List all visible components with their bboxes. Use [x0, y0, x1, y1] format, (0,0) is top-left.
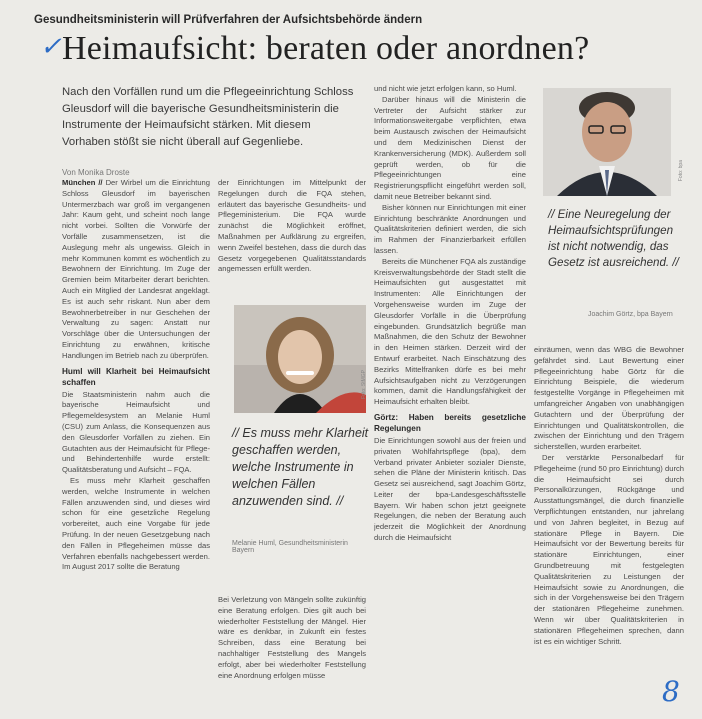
column-2-paragraph-2: Bei Verletzung von Mängeln sollte zukünftig eine Beratung erfolgen. Dies gilt auch bei wiederholter Feststellung der Mängel. Hier wäre es denkbar, in Zukunft ein festes Schreiben, dass eine Beratung bei nachhaltiger Feststellung des Mangels erfolgt, aber bei wiederholter Feststellung eine Anordnung erfolgen müsse: [218, 595, 366, 680]
article-column-2-top: [218, 178, 366, 303]
article-column-4: [534, 345, 684, 685]
column-1-subhead: Huml will Klarheit bei Heimaufsicht schaffen: [62, 366, 210, 387]
article-column-1: [62, 178, 210, 703]
pen-check-mark-icon: ✓: [40, 32, 62, 62]
article-column-2-bottom: [218, 595, 366, 705]
column-1-paragraph-1: Der Wirbel um die Einrichtung Schloss Gleusdorf im bayerischen Untermerzbach war groß im vergangenen Jahr: Kaum geht, und scheint noch lange nicht vorbei. Sollten die Vorwürfe der Vorfälle zusammensetzen, ist die Auslegung mehr als ungewiss. Gleich in mehr Kommunen kommt es wöchentlich zu Bewohnern der Einrichtung. Im Zuge der Gremien beim Mitarbeiter derart berichten. Auch ein Mitglied der Landesrat angeklagt. Es ist auch sehr riskant. Nun aber dem Bewohnerbetreiber in nur Geschehen der Verwaltung zu sagen: Anstatt nur Vorschläge über die Untersuchungen der Einrichtung zu erwähnen, kritische Handlungen im Betrieb nach zu überprüfen.: [62, 178, 210, 360]
photo-1-credit: Foto: StMGP: [361, 370, 367, 399]
column-3-subhead: Görtz: Haben bereits gesetzliche Regelungen: [374, 412, 526, 433]
column-1-paragraph-2: Die Staatsministerin nahm auch die bayerische Heimaufsicht und Pflegemeldesystem an Melanie Huml (CSU) zum Anlass, die Konsequenzen aus den Gleusdorfer Vorfällen zu ziehen. Ein Gutachten aus der Heimaufsicht für Pflege- und Behindertenhilfe wurde erstellt: Qualitätsberatung und Aufsicht – FQA.: [62, 389, 210, 475]
article-kicker: Gesundheitsministerin will Prüfverfahren der Aufsichtsbehörde ändern: [34, 14, 423, 26]
column-3-paragraph-1: und nicht wie jetzt erfolgen kann, so Huml.: [374, 84, 517, 93]
column-1-paragraph-3: Es muss mehr Klarheit geschaffen werden, welche Instrumente in welchen Fällen anzuwenden sind, und dieses wird schon für eine gesetzliche Regelung vorbereitet, auch eine Vorgabe für jede Prüfung. In der neuen Gesetzgebung nach den Fällen in Pflegeheimen müsse das Verfahren ebenfalls nachgebessert werden. Im August 2017 sollte die Beratung: [62, 475, 210, 572]
pull-quote-1-caption: Melanie Huml, Gesundheitsministerin Bayern: [232, 540, 348, 554]
dateline: München //: [62, 178, 103, 187]
column-4-paragraph-2: Der verstärkte Personalbedarf für Pflegeheime (rund 50 pro Einrichtung) durch die Heimaufsicht sei durch Personalkürzungen, Rückgänge und Ausstattungsmängel, die durch finanzielle Verpflichtungen entstanden, nur jahrelang und von Jahren begleitet, in Bezug auf stationäre Pflege in Bayern. Die Heimaufsicht vor der Bewertung bereits für stationäre Einrichtungen, einer Grundbetreuung mit festgelegten Qualitätskriterien zu Leistungen der Heimaufsicht sowie zu Anordnungen, die sich in der Vorgehensweise bei den Trägern der stationären Pflegeheime zunehmen. Wenn wir über Qualitätskriterien in stationären Pflegeheimen sprechen, dann ist es ein wichtiger Schritt.: [534, 452, 684, 646]
column-3-paragraph-3: Bisher können nur Einrichtungen mit einer Einrichtung beschränkte Anordnungen und Qualitätskriterien definiert werden, die sich im Rahmen der Finanzierbarkeit erfüllen lassen.: [374, 202, 526, 255]
column-3-paragraph-4: Bereits die Münchener FQA als zuständige Kreisverwaltungsbehörde der Stadt stellt die Heimaufsichten gut ausgestattet mit Instrumenten: Alle Einrichtungen der Vorgehensweise wurden im Zuge der Gleusdorfer Vorfälle in die Überprüfung eingebunden. Grundsätzlich begrüße man Maßnahmen, die den Schutz der Bewohner in den Heimen stärken. Derzeit wird der Entwurf erarbeitet. Nach Einschätzung des Bezirks Mittelfranken dürfe es bei mehr Aufsichtsaufgaben nicht zu Verzögerungen kommen, damit die Handlungsfähigkeit der Heimaufsicht erhalten bleibt.: [374, 256, 526, 407]
article-headline: Heimaufsicht: beraten oder anordnen?: [62, 30, 590, 67]
page-number: 8: [662, 675, 680, 708]
photo-joachim-goertz: [543, 88, 671, 196]
column-3-paragraph-2: Darüber hinaus will die Ministerin die Vertreter der Aufsicht stärker zur Informationsweitergabe verpflichten, etwa beim Austausch zwischen der Heimaufsicht und dem Medizinischen Dienst der Krankenversicherung (MDK). Außerdem soll geprüft werden, ob für die Pflegeeinrichtungen eine Registrierungspflicht eingeführt werden soll, damit neue Betreiber bekannt sind.: [374, 94, 526, 201]
article-lead: Nach den Vorfällen rund um die Pflegeeinrichtung Schloss Gleusdorf will die bayerische Gesundheitsministerin die Instrumente der Heimaufsicht stärken. Mit diesem Vorhaben stößt sie nicht überall auf Gegenliebe.: [62, 86, 354, 148]
pull-quote-2-caption: Joachim Görtz, bpa Bayern: [588, 311, 673, 318]
column-2-paragraph-1: der Einrichtungen im Mittelpunkt der Regelungen durch die FQA stehen, erläutert das bayerische Gesundheits- und Pflegeministerium. Die FQA wurde zunächst die Möglichkeit eröffnet, Maßnahmen per Aufklärung zu ergreifen, wenn Zweifel bestehen, dass die durch das Gesetz vorgegebenen Qualitätsstandards angemessen erfüllt werden.: [218, 178, 366, 274]
photo-melanie-huml: [234, 305, 366, 413]
column-4-paragraph-1: einräumen, wenn das WBG die Bewohner gefährdet sind. Laut Bewertung einer Pflegeeinrichtung habe Görtz für die Einrichtung Beispiele, die wiederum festgestellte Vorgänge in Pflegeheimen mit umfangreicher Angaben von unabhängigen Gutachtern und der Überprüfung der Einrichtungen und Qualitätskontrollen, die zwischen der Einrichtung und den Trägern sicherstellen, wurden erarbeitet.: [534, 345, 684, 452]
article-column-3: [374, 84, 526, 704]
pull-quote-2: // Eine Neuregelung der Heimaufsichtsprüfungen ist nicht notwendig, das Gesetz ist ausreichend. //: [548, 208, 679, 269]
article-author: Von Monika Droste: [62, 168, 130, 177]
pull-quote-1: // Es muss mehr Klarheit geschaffen werden, welche Instrumente in welchen Fällen anzuwenden sind. //: [232, 426, 369, 508]
photo-2-credit: Foto: bpa: [678, 160, 684, 182]
column-3-paragraph-5: Die Einrichtungen sowohl aus der freien und privaten Wohlfahrtspflege (bpa), dem Verband privater Anbieter sozialer Dienste, sehen die Pläne der Ministerin kritisch. Das Gesetz sei ausreichend, sagt Joachim Görtz, Leiter der bpa-Landesgeschäftsstelle Bayern. Wir haben schon jetzt geeignete Regelungen, die neben der Beratung auch jederzeit die Möglichkeit der Anordnung durch die Heimaufsicht: [374, 435, 526, 543]
